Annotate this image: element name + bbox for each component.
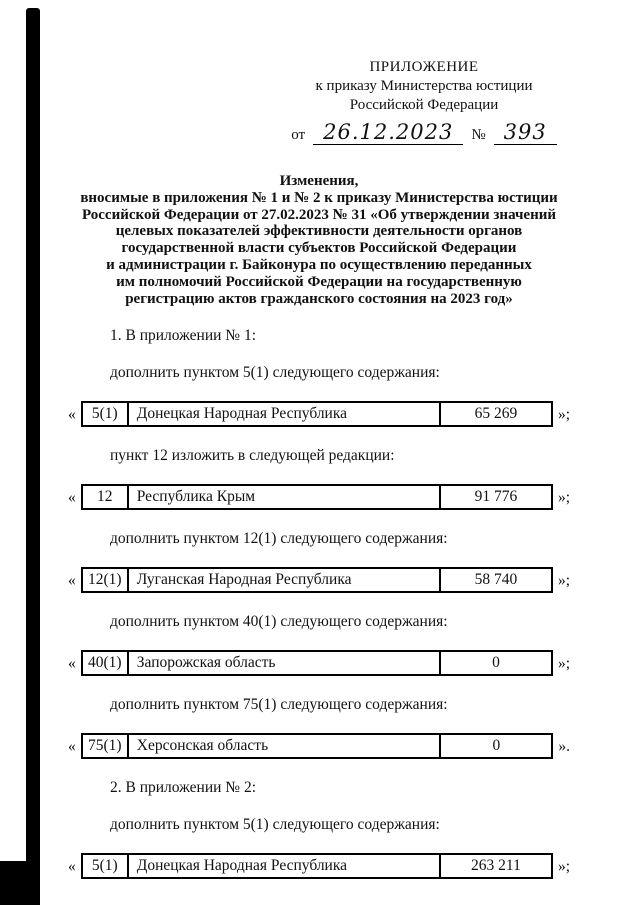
region-name-cell: Республика Крым: [136, 488, 256, 506]
amendment-table-line: [68, 401, 570, 427]
open-quote: «: [68, 857, 76, 875]
amendment-table: [81, 567, 553, 593]
open-quote: «: [68, 405, 76, 423]
title-line: и администрации г. Байконура по осуществлению переданных: [106, 256, 532, 273]
handwritten-number: 393: [494, 121, 557, 145]
paragraph: дополнить пунктом 5(1) следующего содержания:: [110, 364, 440, 382]
title-line: государственной власти субъектов Российской Федерации: [121, 240, 517, 257]
amendment-table: [81, 401, 553, 427]
item-number-cell: 12: [83, 486, 129, 508]
item-number-cell: 5(1): [83, 855, 129, 877]
paragraph: 1. В приложении № 1:: [110, 327, 257, 345]
amendment-table: [81, 484, 553, 510]
appendix-label: ПРИЛОЖЕНИЕ: [369, 59, 479, 75]
amendment-table: [81, 853, 553, 879]
amendment-table-line: [68, 853, 570, 879]
amendment-table-line: [68, 733, 570, 759]
amendment-table: [81, 650, 553, 676]
appendix-header-line: Российской Федерации: [349, 97, 499, 113]
open-quote: «: [68, 654, 76, 672]
paragraph: пункт 12 изложить в следующей редакции:: [110, 447, 395, 465]
item-number-cell: 40(1): [83, 652, 129, 674]
paragraph: дополнить пунктом 5(1) следующего содержания:: [110, 816, 440, 834]
close-quote: »;: [557, 571, 570, 589]
paragraph: 2. В приложении № 2:: [110, 779, 257, 797]
item-number-cell: 12(1): [83, 569, 129, 591]
open-quote: «: [68, 571, 76, 589]
title-line: Российской Федерации от 27.02.2023 № 31 «Об утверждении значений: [81, 206, 557, 223]
amendment-table-line: [68, 650, 570, 676]
paragraph: дополнить пунктом 12(1) следующего содержания:: [110, 530, 448, 548]
scan-edge-artifact: [26, 8, 40, 905]
amendment-table-line: [68, 484, 570, 510]
close-quote: ».: [558, 737, 570, 755]
document-title: [68, 173, 570, 307]
value-cell: 0: [439, 735, 551, 757]
value-cell: 65 269: [439, 403, 551, 425]
title-line: им полномочий Российской Федерации на государственную: [116, 273, 522, 290]
paragraph: дополнить пунктом 40(1) следующего содержания:: [110, 613, 448, 631]
title-line: Изменения,: [279, 173, 359, 189]
region-name-cell: Донецкая Народная Республика: [136, 857, 348, 875]
close-quote: »;: [557, 405, 570, 423]
paragraph: дополнить пунктом 75(1) следующего содержания:: [110, 696, 448, 714]
value-cell: 263 211: [439, 855, 551, 877]
open-quote: «: [68, 488, 76, 506]
appendix-header: [280, 58, 568, 145]
document-content: [68, 58, 570, 879]
close-quote: »;: [557, 857, 570, 875]
item-number-cell: 75(1): [83, 735, 129, 757]
region-name-cell: Донецкая Народная Республика: [136, 405, 348, 423]
value-cell: 0: [439, 652, 551, 674]
from-label: от: [291, 127, 306, 143]
close-quote: »;: [557, 654, 570, 672]
appendix-header-line: к приказу Министерства юстиции: [315, 78, 533, 94]
region-name-cell: Херсонская область: [136, 737, 269, 755]
scan-corner-artifact: [0, 861, 40, 905]
title-line: целевых показателей эффективности деятельности органов: [115, 223, 523, 240]
number-sign: №: [471, 127, 486, 143]
close-quote: »;: [557, 488, 570, 506]
value-cell: 58 740: [439, 569, 551, 591]
amendment-table: [81, 733, 554, 759]
handwritten-date: 26.12.2023: [313, 121, 463, 145]
title-line: вносимые в приложения № 1 и № 2 к приказу Министерства юстиции: [80, 189, 558, 206]
region-name-cell: Луганская Народная Республика: [136, 571, 352, 589]
item-number-cell: 5(1): [83, 403, 129, 425]
title-line: регистрацию актов гражданского состояния на 2023 год»: [125, 290, 513, 307]
region-name-cell: Запорожская область: [136, 654, 276, 672]
document-body: [68, 327, 570, 879]
amendment-table-line: [68, 567, 570, 593]
value-cell: 91 776: [439, 486, 551, 508]
order-date-line: [280, 121, 568, 145]
open-quote: «: [68, 737, 76, 755]
